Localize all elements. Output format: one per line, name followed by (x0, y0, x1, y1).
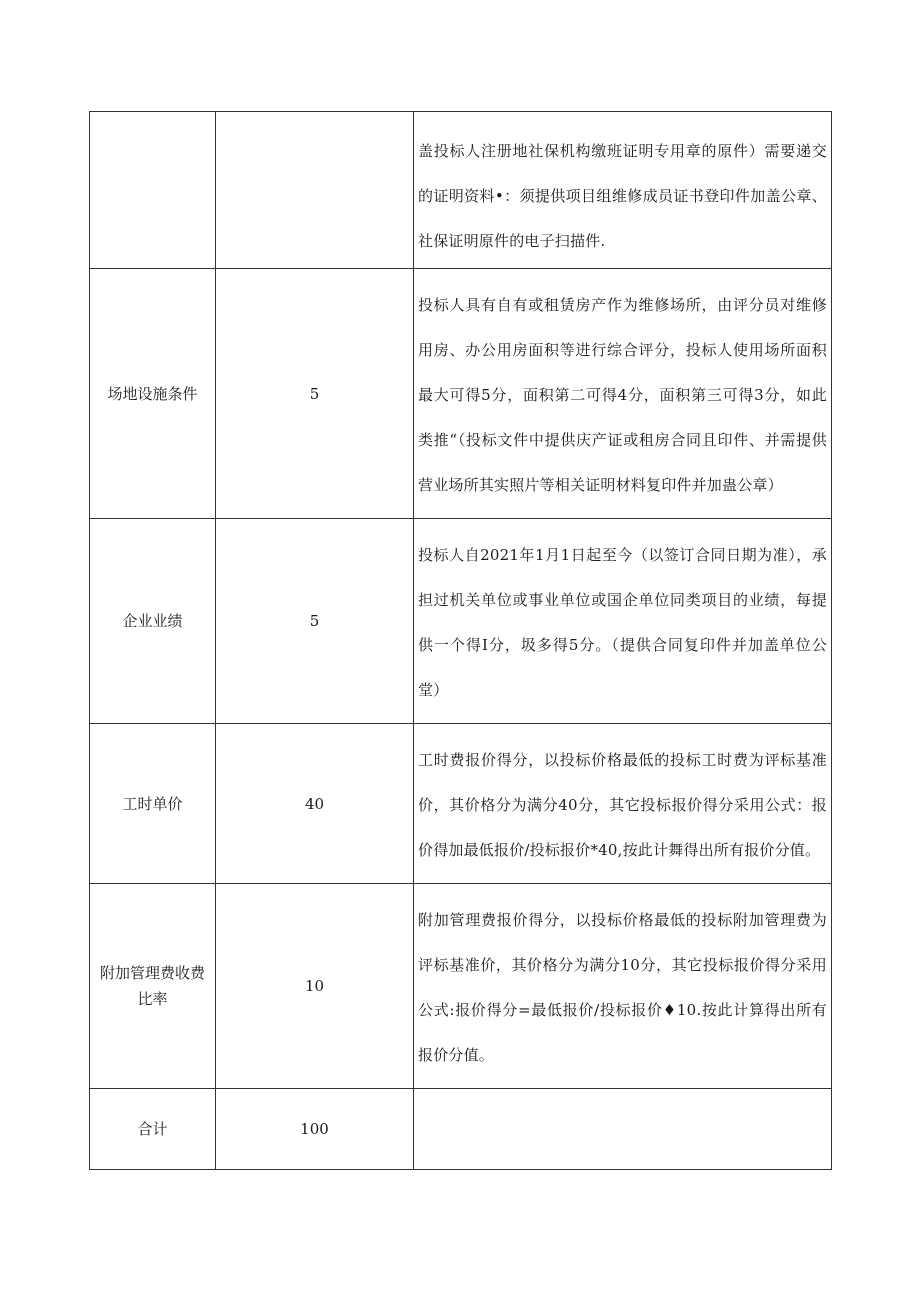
row-category: 企业业绩 (90, 519, 216, 724)
table-row (90, 269, 832, 519)
row-points: 5 (216, 269, 414, 519)
row-points (216, 112, 414, 269)
total-points: 100 (216, 1089, 414, 1170)
row-description: 附加管理费报价得分，以投标价格最低的投标附加管理费为评标基准价，其价格分为满分10分，其它投标报价得分采用公式:报价得分=最低报价/投标报价♦10.按此计算得出所有报价分值。 (414, 884, 832, 1089)
row-description: 投标人具有自有或租赁房产作为维修场所，由评分员对维修用房、办公用房面积等进行综合评分，投标人使用场所面积最大可得5分，面积第二可得4分，面积第三可得3分，如此类推“（投标文件中提供庆产证或租房合同且印件、并需提供营业场所其实照片等相关证明材料复印件并加蛊公章） (414, 269, 832, 519)
row-points: 40 (216, 724, 414, 884)
table-row (90, 519, 832, 724)
row-category: 附加管理费收费比率 (90, 884, 216, 1089)
row-points: 10 (216, 884, 414, 1089)
row-category: 工时单价 (90, 724, 216, 884)
table-row (90, 884, 832, 1089)
total-row (90, 1089, 832, 1170)
total-category: 合计 (90, 1089, 216, 1170)
row-description: 工时费报价得分，以投标价格最低的投标工时费为评标基准价，其价格分为满分40分，其它投标报价得分采用公式：报价得加最低报价/投标报价*40,按此计舞得出所有报价分值。 (414, 724, 832, 884)
row-description: 盖投标人注册地社保机构缴班证明专用章的原件）需要递交的证明资料•：须提供项目组维修成员证书登印件加盖公章、社保证明原件的电子扫描件. (414, 112, 832, 269)
row-description: 投标人自2021年1月1日起至今（以签订合同日期为准），承担过机关单位或事业单位或国企单位同类项目的业绩，每提供一个得I分，圾多得5分。（提供合同复印件并加盖单位公堂） (414, 519, 832, 724)
table-row (90, 724, 832, 884)
total-description (414, 1089, 832, 1170)
scoring-table (89, 111, 832, 1170)
row-category (90, 112, 216, 269)
row-category: 场地设施条件 (90, 269, 216, 519)
row-points: 5 (216, 519, 414, 724)
table-row (90, 112, 832, 269)
